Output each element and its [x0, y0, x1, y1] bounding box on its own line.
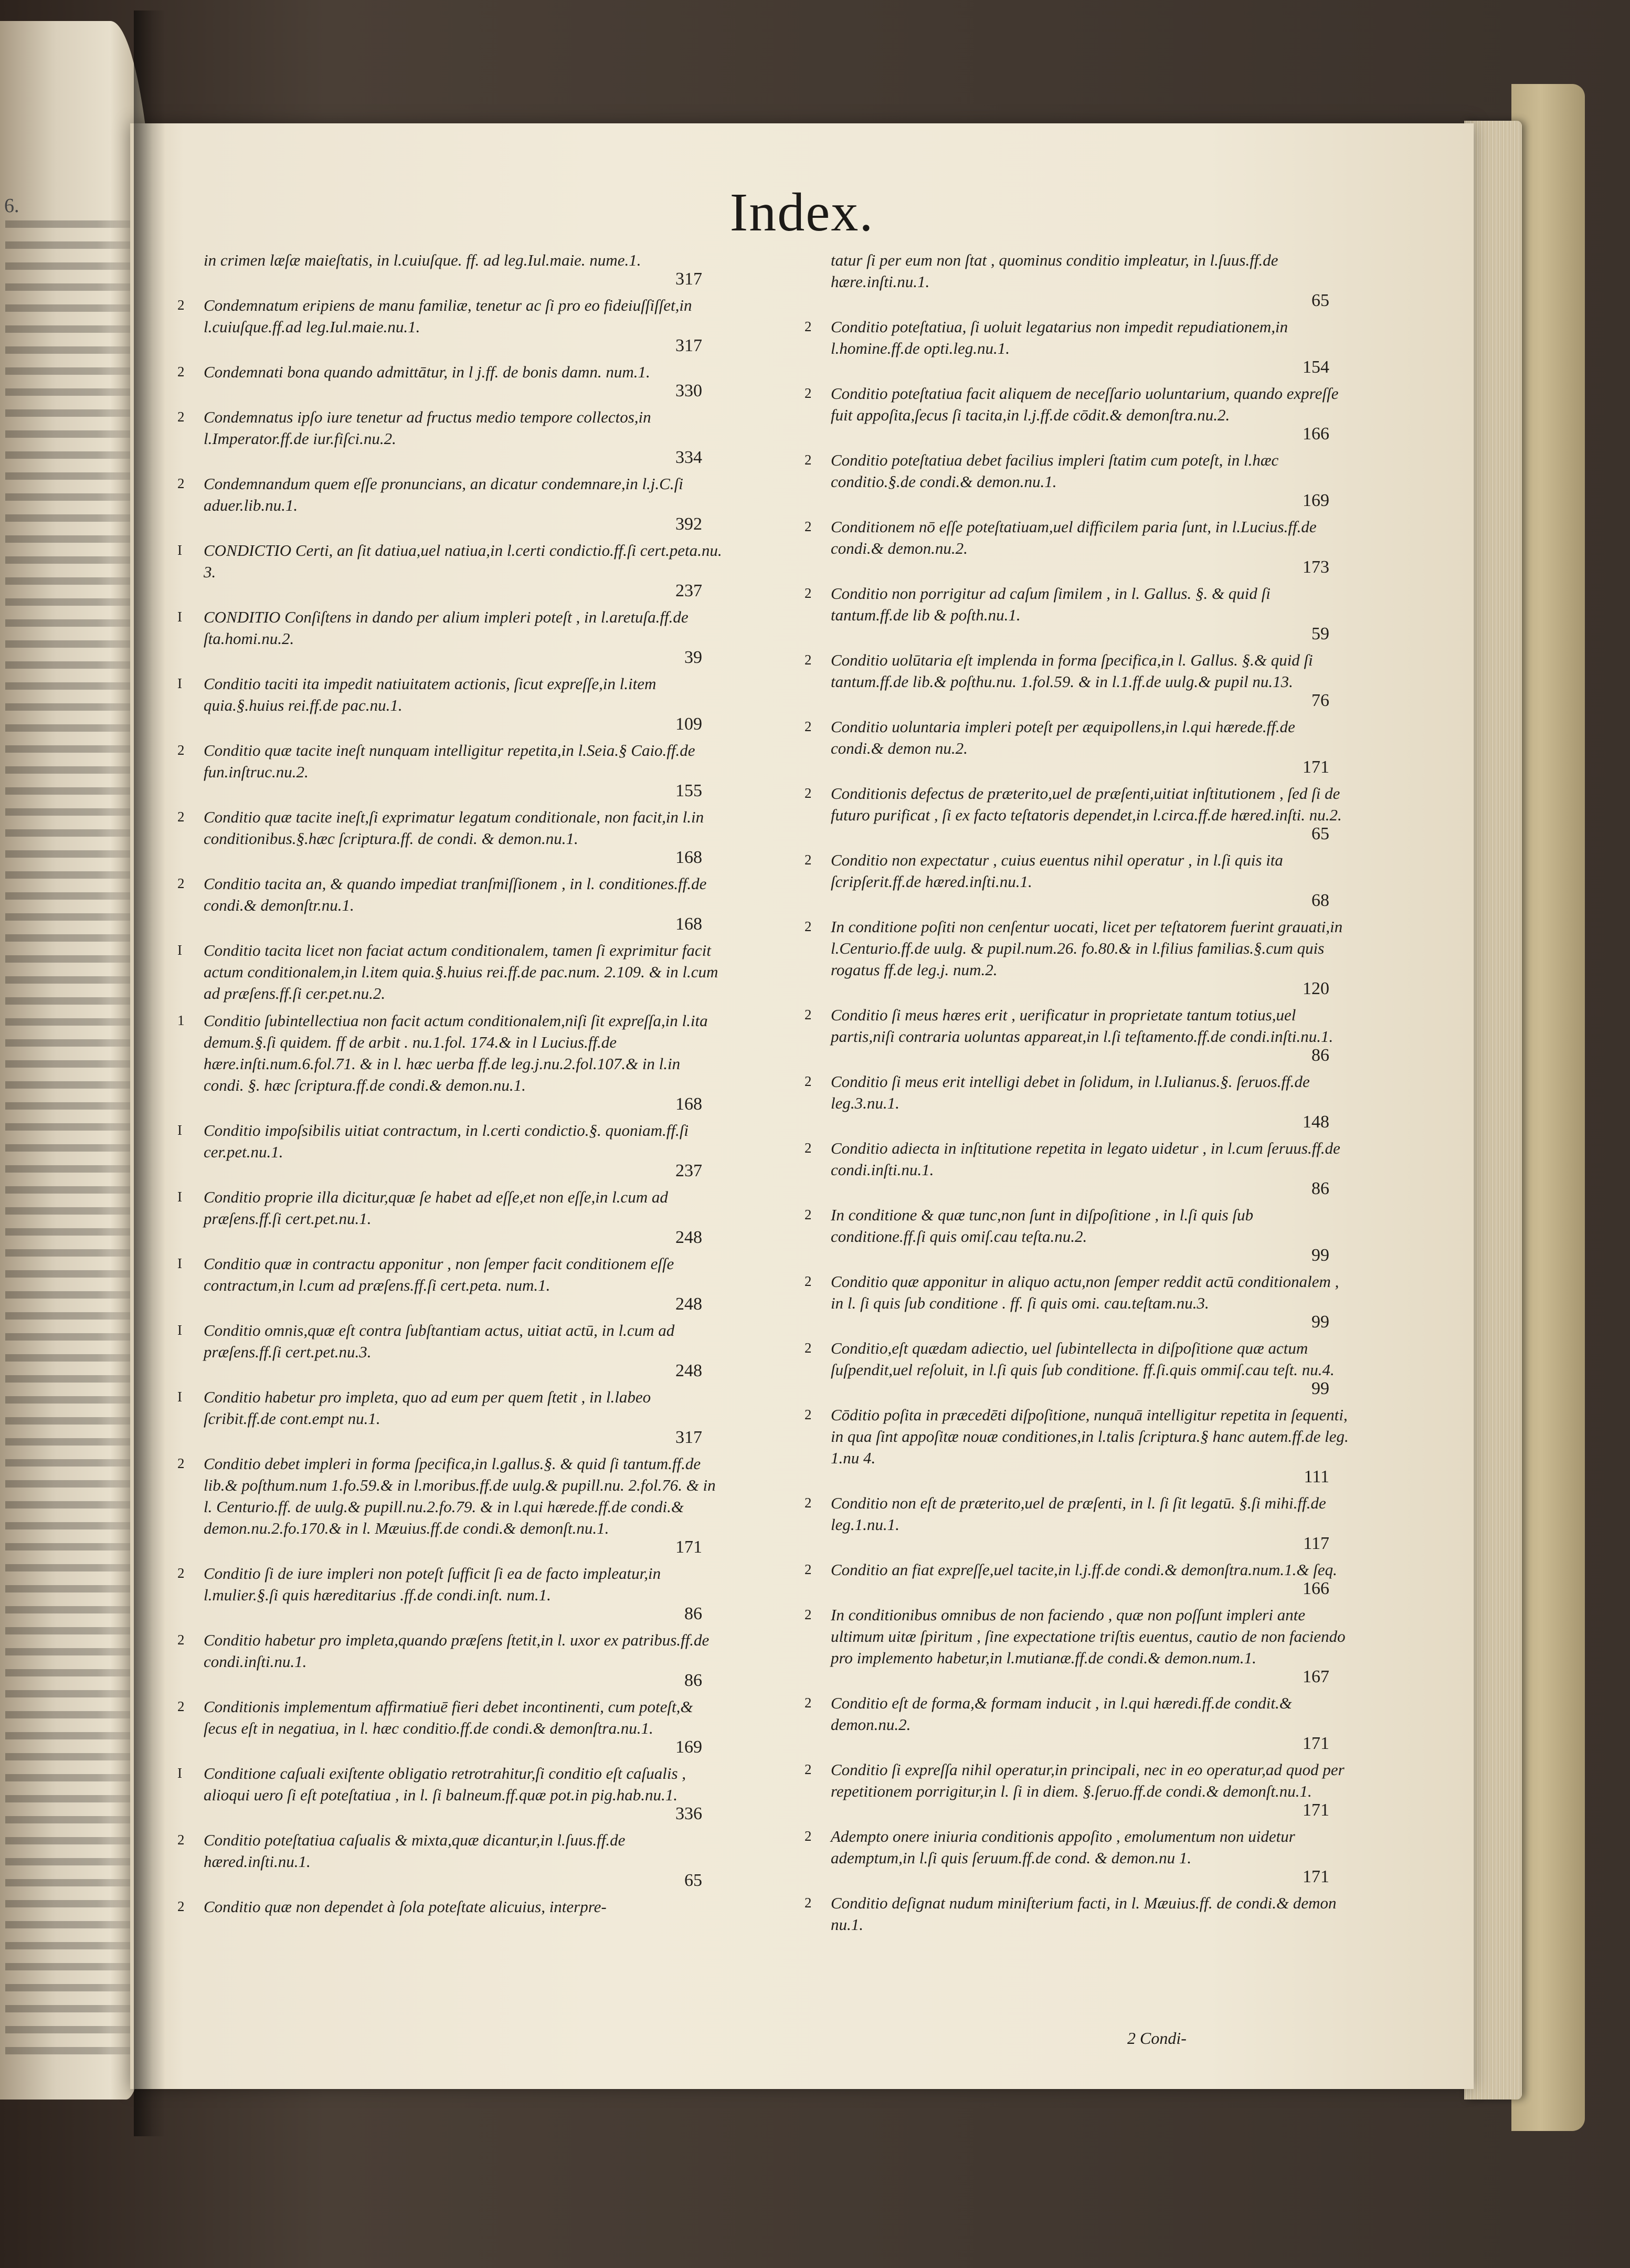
entry-marker: 2 [805, 1007, 812, 1022]
entry-page-number: 148 [1303, 1112, 1329, 1132]
entry-marker: 2 [805, 585, 812, 601]
entry-page-number: 171 [1303, 1800, 1329, 1820]
entry-text: Conditio uoluntaria impleri poteſt per æquipollens,in l.qui hærede.ff.de condi.& demon nu.2. [831, 718, 1295, 757]
entry-marker: I [177, 542, 182, 558]
entry-text: Conditionis implementum affirmatiuē fieri debet incontinenti, cum poteſt,& ſecus eſt in negatiua, in l. hæc conditio.ff.de condi.& demonſtra.nu.1. [204, 1697, 693, 1737]
entry-page-number: 317 [675, 336, 702, 355]
entry-text: Conditio habetur pro impleta,quando præſens ſtetit,in l. uxor ex patribus.ff.de condi.inſti.nu.1. [204, 1631, 710, 1671]
entry-page-number: 99 [1311, 1312, 1329, 1332]
entry-marker: 2 [177, 1455, 185, 1471]
entry-marker: 2 [177, 1832, 185, 1848]
index-entry [177, 1253, 723, 1314]
index-page [130, 123, 1474, 2089]
entry-page-number: 237 [675, 581, 702, 600]
index-entry [805, 316, 1350, 377]
entry-marker: 2 [805, 1140, 812, 1156]
entry-page-number: 336 [675, 1804, 702, 1823]
entry-marker: 2 [805, 452, 812, 468]
entry-marker: I [177, 676, 182, 691]
entry-marker: 2 [805, 1340, 812, 1356]
previous-page-number: 6. [4, 195, 19, 217]
entry-text: Conditio an fiat expreſſe,uel tacite,in l.j.ff.de condi.& demonſtra.num.1.& ſeq. [831, 1560, 1337, 1579]
entry-text: Conditio habetur pro impleta, quo ad eum per quem ſtetit , in l.labeo ſcribit.ff.de cont.empt nu.1. [204, 1388, 651, 1428]
entry-text: Conditio ſi expreſſa nihil operatur,in principali, nec in eo operatur,ad quod per repetitionem porrigitur,in l. ſi in diem. §.ſeruo.ff.de condi.& demonſt.nu.1. [831, 1760, 1345, 1800]
entry-text: Conditio quæ in contractu apponitur , non ſemper facit conditionem eſſe contractum,in l.cum ad præſens.ff.ſi cert.peta. num.1. [204, 1254, 674, 1294]
entry-text: Conditio,eſt quædam adiectio, uel ſubintellecta in diſpoſitione quæ actum ſuſpendit,uel reſoluit, in l.ſi quis ſub conditione. ff.ſi.quis ommiſ.cau teſt. nu.4. [831, 1339, 1335, 1379]
index-entry [805, 583, 1350, 644]
index-entry [177, 1453, 723, 1557]
index-entry [177, 1696, 723, 1757]
entry-marker: 2 [805, 1828, 812, 1844]
entry-page-number: 168 [675, 1094, 702, 1114]
entry-marker: 2 [805, 1607, 812, 1622]
entry-marker: 2 [805, 1495, 812, 1511]
index-entry [177, 673, 723, 734]
index-entry [177, 1629, 723, 1690]
index-entry [177, 1186, 723, 1247]
entry-page-number: 39 [684, 648, 702, 667]
entry-page-number: 59 [1311, 624, 1329, 644]
index-entry [177, 361, 723, 400]
entry-page-number: 166 [1303, 424, 1329, 444]
entry-text: Conditio poteſtatiua facit aliquem de neceſſario uoluntarium, quando expreſſe fuit appoſita,ſecus ſi tacita,in l.j.ff.de cōdit.& demonſtra.nu.2. [831, 384, 1339, 424]
entry-marker: 2 [805, 1562, 812, 1577]
entry-marker: 2 [805, 1895, 812, 1911]
entry-text: Conditio ſi meus erit intelligi debet in ſolidum, in l.Iulianus.§. ſeruos.ff.de leg.3.nu.1. [831, 1072, 1310, 1112]
book-cover-edge [1511, 84, 1585, 2131]
entry-marker: 2 [805, 1761, 812, 1777]
entry-page-number: 237 [675, 1161, 702, 1180]
entry-marker: 2 [805, 1695, 812, 1711]
entry-text: Conditio eſt de forma,& formam inducit , in l.qui hæredi.ff.de condit.& demon.nu.2. [831, 1694, 1292, 1734]
entry-text: CONDITIO Conſiſtens in dando per alium impleri poteſt , in l.aretuſa.ff.de ſta.homi.nu.2. [204, 608, 689, 648]
entry-marker: I [177, 1189, 182, 1205]
index-entry [805, 849, 1350, 910]
index-entry [177, 940, 723, 1004]
index-entry [805, 1892, 1350, 1935]
entry-page-number: 86 [1311, 1046, 1329, 1065]
entry-page-number: 117 [1303, 1534, 1329, 1553]
entry-text: In conditione poſiti non cenſentur uocati, licet per teſtatorem fuerint grauati,in l.Centurio.ff.de uulg. & pupil.num.26. fo.80.& in l.filius familias.§.cum quis rogatus ff.de leg.j. num.2. [831, 917, 1343, 979]
index-entry [805, 1071, 1350, 1132]
entry-marker: I [177, 942, 182, 958]
entry-text: Conditio adiecta in inſtitutione repetita in legato uidetur , in l.cum ſeruus.ff.de condi.inſti.nu.1. [831, 1139, 1340, 1179]
entry-page-number: 99 [1311, 1246, 1329, 1265]
entry-page-number: 154 [1303, 357, 1329, 377]
entry-page-number: 171 [1303, 1734, 1329, 1753]
index-entry [177, 406, 723, 467]
entry-page-number: 167 [1303, 1667, 1329, 1686]
entry-marker: 2 [805, 1207, 812, 1222]
entry-text: Condemnandum quem eſſe pronuncians, an dicatur condemnare,in l.j.C.ſi aduer.lib.nu.1. [204, 474, 683, 514]
index-entry [805, 1404, 1350, 1486]
entry-text: Conditio poteſtatiua debet facilius impleri ſtatim cum poteſt, in l.hæc conditio.§.de condi.& demon.nu.1. [831, 451, 1279, 491]
index-column-right [805, 249, 1350, 1941]
index-column-left [177, 249, 723, 1923]
entry-marker: 2 [177, 364, 185, 379]
entry-text: Condemnatus ipſo iure tenetur ad fructus medio tempore collectos,in l.Imperator.ff.de iur.fiſci.nu.2. [204, 408, 651, 448]
entry-text: Conditio quæ non dependet à ſola poteſtate alicuius, interpre- [204, 1897, 607, 1916]
entry-page-number: 169 [675, 1737, 702, 1757]
entry-marker: 2 [805, 1407, 812, 1422]
index-entry [805, 1692, 1350, 1753]
entry-page-number: 248 [675, 1228, 702, 1247]
entry-marker: 2 [805, 1073, 812, 1089]
entry-marker: I [177, 1765, 182, 1781]
index-entry [805, 449, 1350, 510]
entry-text: in crimen læſæ maieſtatis, in l.cuiuſque. ff. ad leg.Iul.maie. nume.1. [204, 251, 641, 269]
index-entry [805, 1559, 1350, 1598]
entry-text: Conditio deſignat nudum miniſterium facti, in l. Mæuius.ff. de condi.& demon nu.1. [831, 1894, 1337, 1934]
index-entry [177, 740, 723, 800]
entry-text: In conditionibus omnibus de non faciendo , quæ non poſſunt impleri ante ultimum uitæ ſpiritum , ſine expectatione triſtis euentus, cautio de non faciendo pro implemento habetur,in l.mutianæ.ff.de condi.& demon.num.1. [831, 1606, 1346, 1667]
entry-marker: 2 [177, 742, 185, 758]
entry-page-number: 168 [675, 848, 702, 867]
entry-text: Conditio poteſtatiua, ſi uoluit legatarius non impedit repudiationem,in l.homine.ff.de opti.leg.nu.1. [831, 318, 1288, 357]
entry-page-number: 86 [684, 1604, 702, 1623]
entry-page-number: 171 [675, 1537, 702, 1557]
entry-page-number: 166 [1303, 1579, 1329, 1598]
entry-page-number: 86 [684, 1671, 702, 1690]
entry-marker: 2 [805, 719, 812, 734]
entry-text: Conditio quæ tacite ineſt nunquam intelligitur repetita,in l.Seia.§ Caio.ff.de fun.inſtruc.nu.2. [204, 741, 695, 781]
entry-page-number: 173 [1303, 557, 1329, 577]
index-entry [805, 916, 1350, 998]
index-entry [805, 716, 1350, 777]
entry-marker: 2 [177, 297, 185, 313]
entry-text: Conditio omnis,quæ eſt contra ſubſtantiam actus, uitiat actū, in l.cum ad præſens.ff.ſi cert.pet.nu.3. [204, 1321, 675, 1361]
entry-page-number: 317 [675, 269, 702, 289]
entry-page-number: 171 [1303, 1867, 1329, 1886]
page-title: Index. [729, 182, 874, 242]
index-entry [805, 516, 1350, 577]
entry-page-number: 65 [1311, 824, 1329, 843]
entry-marker: 1 [177, 1012, 185, 1028]
entry-text: Conditio non expectatur , cuius euentus nihil operatur , in l.ſi quis ita ſcripſerit.ff.de hæred.inſti.nu.1. [831, 851, 1283, 891]
index-entry [177, 806, 723, 867]
index-entry [177, 473, 723, 534]
entry-page-number: 168 [675, 914, 702, 934]
index-entry [805, 783, 1350, 843]
index-entry [177, 1763, 723, 1823]
entry-marker: 2 [805, 785, 812, 801]
entry-marker: 2 [177, 1699, 185, 1714]
index-entry [805, 1604, 1350, 1686]
entry-page-number: 99 [1311, 1379, 1329, 1398]
index-entry [805, 1204, 1350, 1265]
entry-marker: 2 [177, 1898, 185, 1914]
entry-marker: 2 [805, 319, 812, 334]
entry-page-number: 248 [675, 1361, 702, 1380]
entry-text: Conditio quæ apponitur in aliquo actu,non ſemper reddit actū conditionalem , in l. ſi quis ſub conditione . ff. ſi quis omi. cau.teſtam.nu.3. [831, 1272, 1339, 1312]
entry-marker: 2 [177, 1565, 185, 1581]
entry-marker: 2 [805, 1273, 812, 1289]
entry-marker: 2 [805, 919, 812, 934]
entry-page-number: 330 [675, 381, 702, 400]
entry-marker: I [177, 1322, 182, 1338]
entry-marker: 2 [805, 519, 812, 534]
entry-page-number: 169 [1303, 491, 1329, 510]
index-entry [805, 1337, 1350, 1398]
entry-text: Condemnatum eripiens de manu familiæ, tenetur ac ſi pro eo fideiuſſiſſet,in l.cuiuſque.ff.ad leg.Iul.maie.nu.1. [204, 296, 692, 336]
entry-page-number: 334 [675, 448, 702, 467]
index-entry [177, 1386, 723, 1447]
entry-text: Conditio non eſt de præterito,uel de præſenti, in l. ſi ſit legatū. §.ſi mihi.ff.de leg.1.nu.1. [831, 1494, 1326, 1534]
entry-page-number: 109 [675, 714, 702, 734]
entry-text: Conditio taciti ita impedit natiuitatem actionis, ſicut expreſſe,in l.item quia.§.huius rei.ff.de pac.nu.1. [204, 674, 657, 714]
index-entry [177, 1320, 723, 1380]
book-gutter-shadow [134, 10, 165, 2136]
index-entry [177, 1010, 723, 1114]
index-entry [805, 649, 1350, 710]
entry-marker: I [177, 1256, 182, 1271]
entry-page-number: 317 [675, 1428, 702, 1447]
entry-text: CONDICTIO Certi, an ſit datiua,uel natiua,in l.certi condictio.ff.ſi cert.peta.nu. 3. [204, 541, 722, 581]
entry-marker: 2 [177, 1632, 185, 1648]
entry-text: Conditionis defectus de præterito,uel de præſenti,uitiat inſtitutionem , ſed ſi de futuro purificat , ſi ex facto teſtatoris dependet,in l.circa.ff.de hæred.inſti. nu.2. [831, 784, 1342, 824]
entry-text: Conditionem nō eſſe poteſtatiuam,uel difficilem paria ſunt, in l.Lucius.ff.de condi.& demon.nu.2. [831, 518, 1317, 557]
entry-page-number: 171 [1303, 757, 1329, 777]
entry-page-number: 68 [1311, 891, 1329, 910]
entry-text: Adempto onere iniuria conditionis appoſito , emolumentum non uidetur ademptum,in l.ſi quis ſeruum.ff.de cond. & demon.nu 1. [831, 1827, 1295, 1867]
entry-marker: 2 [805, 852, 812, 868]
entry-marker: I [177, 1122, 182, 1138]
entry-text: Cōditio poſita in præcedēti diſpoſitione, nunquā intelligitur repetita in ſequenti, in qua ſint appoſitæ nouæ conditiones,in l.talis ſcriptura.§ hanc autem.ff.de leg. 1.nu 4. [831, 1406, 1349, 1467]
entry-text: Conditio ſubintellectiua non facit actum conditionalem,niſi ſit expreſſa,in l.ita demum.§.ſi quidem. ff de arbit . nu.1.fol. 174.& in l Lucius.ff.de hære.inſti.num.6.fol.71. & in l. hæc uerba ff.de leg.j.nu.2.fol.107.& in l.in condi. §. hæc ſcriptura.ff.de condi.& demon.nu.1. [204, 1011, 708, 1094]
entry-marker: 2 [805, 385, 812, 401]
entry-marker: 2 [177, 875, 185, 891]
catchword: 2 Condi- [1127, 2029, 1187, 2048]
entry-text: Conditio poteſtatiua caſualis & mixta,quæ dicantur,in l.ſuus.ff.de hæred.inſti.nu.1. [204, 1831, 626, 1871]
entry-text: Conditio debet impleri in forma ſpecifica,in l.gallus.§. & quid ſi tantum.ff.de lib.& poſthum.num 1.fo.59.& in l.moribus.ff.de uulg.& pupill.nu. 2.fol.76. & in l. Centurio.ff. de uulg.& pupill.nu.2.fo.79. & in l.qui hærede.ff.de condi.& demon.nu.2.fo.170.& in l. Mæuius.ff.de condi.& demonſt.nu.1. [204, 1454, 716, 1537]
entry-page-number: 392 [675, 514, 702, 534]
index-entry [177, 249, 723, 289]
entry-text: In conditione & quæ tunc,non ſunt in diſpoſitione , in l.ſi quis ſub conditione.ff.ſi quis omiſ.cau teſta.nu.2. [831, 1206, 1254, 1246]
index-entry [805, 1137, 1350, 1198]
index-entry [805, 1826, 1350, 1886]
entry-marker: 2 [177, 409, 185, 425]
entry-text: Conditio quæ tacite ineſt,ſi exprimatur legatum conditionale, non facit,in l.in conditionibus.§.hæc ſcriptura.ff. de condi. & demon.nu.1. [204, 808, 704, 848]
entry-page-number: 155 [675, 781, 702, 800]
entry-marker: 2 [177, 476, 185, 491]
entry-text: Conditio tacita an, & quando impediat tranſmiſſionem , in l. conditiones.ff.de condi.& demonſtr.nu.1. [204, 874, 707, 914]
entry-page-number: 65 [1311, 291, 1329, 310]
index-entry [177, 1829, 723, 1890]
entry-text: Conditio ſi meus hæres erit , uerificatur in proprietate tantum totius,uel partis,niſi contraria uoluntas appareat,in l.ſi teſtamento.ff.de condi.inſti.nu.1. [831, 1006, 1333, 1046]
entry-text: Conditio ſi de iure impleri non poteſt ſufficit ſi ea de facto impleatur,in l.mulier.§.ſi quis hæreditarius .ff.de condi.inſt. num.1. [204, 1564, 661, 1604]
entry-text: Conditio impoſsibilis uitiat contractum, in l.certi condictio.§. quoniam.ff.ſi cer.pet.nu.1. [204, 1121, 689, 1161]
entry-page-number: 76 [1311, 691, 1329, 710]
entry-text: Conditio tacita licet non faciat actum conditionalem, tamen ſi exprimitur facit actum conditionalem,in l.item quia.§.huius rei.ff.de pac.num. 2.109. & in l.cum ad præſens.ff.ſi cer.pet.nu.2. [204, 941, 718, 1003]
entry-text: tatur ſi per eum non ſtat , quominus conditio impleatur, in l.ſuus.ff.de hære.inſti.nu.1. [831, 251, 1278, 291]
entry-marker: I [177, 1389, 182, 1405]
index-entry [805, 1492, 1350, 1553]
index-entry [177, 1563, 723, 1623]
previous-page-text-fragment [5, 220, 147, 2058]
entry-page-number: 248 [675, 1294, 702, 1314]
index-entry [177, 540, 723, 600]
entry-page-number: 86 [1311, 1179, 1329, 1198]
index-entry [177, 1120, 723, 1180]
index-entry [177, 1896, 723, 1917]
entry-page-number: 120 [1303, 979, 1329, 998]
entry-text: Conditio uolūtaria eſt implenda in forma ſpecifica,in l. Gallus. §.& quid ſi tantum.ff.de lib.& poſthu.nu. 1.fol.59. & in l.1.ff.de uulg.& pupil nu.13. [831, 651, 1313, 691]
index-entry [805, 1271, 1350, 1332]
entry-text: Conditione caſuali exiſtente obligatio retrotrahitur,ſi conditio eſt caſualis , alioqui uero ſi eſt poteſtatiua , in l. ſi balneum.ff.quæ pot.in pig.hab.nu.1. [204, 1764, 686, 1804]
entry-marker: I [177, 609, 182, 625]
entry-text: Conditio non porrigitur ad caſum ſimilem , in l. Gallus. §. & quid ſi tantum.ff.de lib & poſth.nu.1. [831, 584, 1271, 624]
entry-marker: 2 [177, 809, 185, 825]
index-entry [805, 1004, 1350, 1065]
entry-text: Conditio proprie illa dicitur,quæ ſe habet ad eſſe,et non eſſe,in l.cum ad præſens.ff.ſi cert.pet.nu.1. [204, 1188, 668, 1228]
index-entry [805, 383, 1350, 444]
index-entry [177, 294, 723, 355]
entry-text: Condemnati bona quando admittātur, in l j.ff. de bonis damn. num.1. [204, 363, 650, 381]
entry-page-number: 65 [684, 1871, 702, 1890]
index-entry [177, 873, 723, 934]
index-entry [805, 1759, 1350, 1820]
entry-page-number: 111 [1304, 1467, 1329, 1486]
index-entry [805, 249, 1350, 310]
entry-marker: 2 [805, 652, 812, 668]
index-entry [177, 606, 723, 667]
